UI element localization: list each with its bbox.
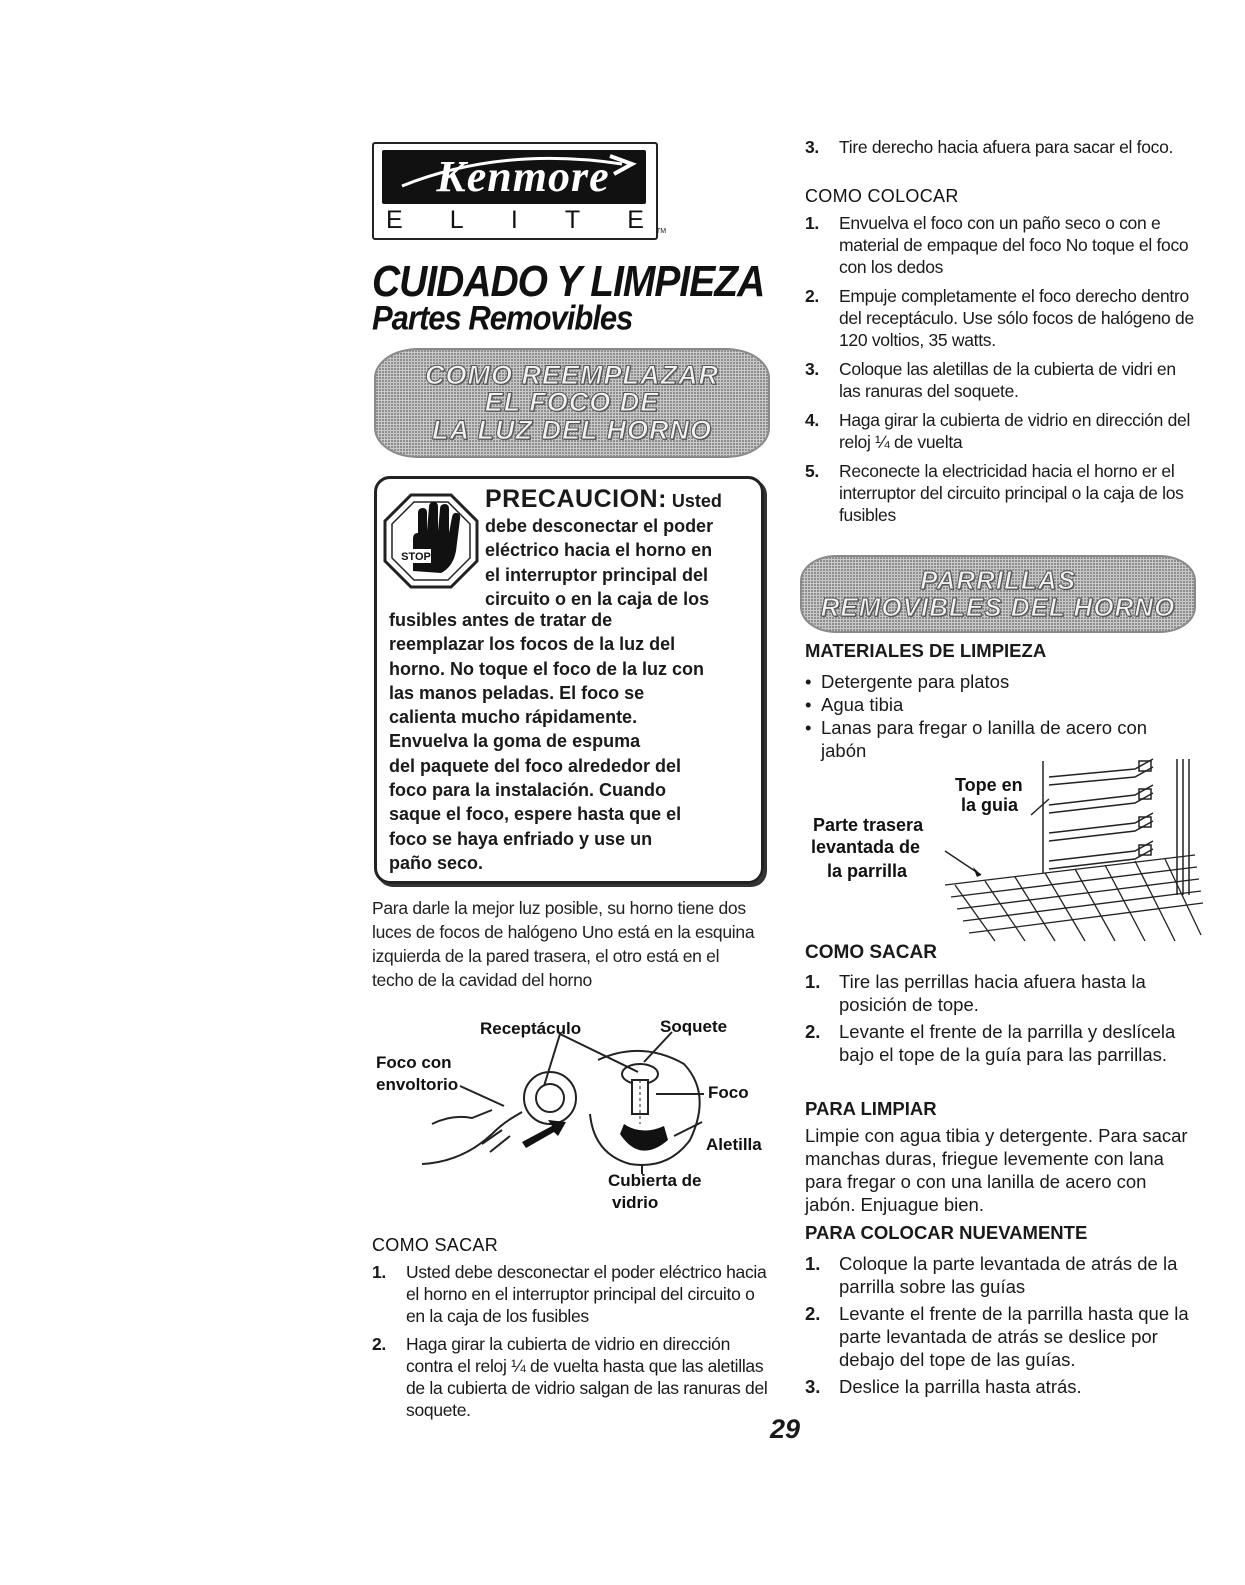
banner-line: EL FOCO DE: [484, 387, 660, 418]
materiales-heading: MATERIALES DE LIMPIEZA: [805, 640, 1047, 661]
caution-line: saque el foco, espere hasta que el: [389, 804, 682, 825]
list-item: • Agua tibia: [805, 693, 1195, 716]
step-text: Coloque las aletillas de la cubierta de vidri en las ranuras del soquete.: [839, 359, 1176, 401]
label-foco: Foco: [708, 1083, 749, 1102]
caution-line: del paquete del foco alrededor del: [389, 755, 682, 776]
logo-letter: E: [627, 206, 644, 234]
step-text: Deslice la parrilla hasta atrás.: [839, 1376, 1082, 1397]
step-text: Tire las perrillas hacia afuera hasta la posición de tope.: [839, 971, 1146, 1015]
list-item: [805, 1020, 1195, 1066]
right-top-step: [805, 136, 1185, 158]
page-number: 29: [770, 1414, 801, 1444]
section-banner-replace-light: [374, 348, 770, 458]
list-item: [805, 1252, 1200, 1298]
para-limpiar-heading: PARA LIMPIAR: [805, 1098, 937, 1119]
list-item: [805, 285, 1195, 351]
list-item: [805, 358, 1195, 402]
logo-brand-text: Kenmore: [436, 152, 610, 201]
rack-diagram: [805, 755, 1205, 955]
para-colocar-steps: [805, 1252, 1200, 1402]
logo-elite-letters: [386, 206, 644, 236]
logo-letter: E: [386, 206, 403, 234]
step-text: Levante el frente de la parrilla y deslícela bajo el tope de la guía para las parrillas.: [839, 1021, 1176, 1065]
caution-line: foco para la instalación. Cuando: [389, 780, 667, 801]
caution-heading: PRECAUCION:: [485, 485, 667, 513]
label-cubierta: Cubierta de: [608, 1171, 702, 1190]
step-number: 1.: [805, 1253, 821, 1274]
kenmore-elite-logo: [372, 142, 667, 240]
para-colocar-heading: PARA COLOCAR NUEVAMENTE: [805, 1222, 1088, 1243]
step-number: 3.: [805, 137, 819, 157]
label-receptaculo: Receptáculo: [480, 1019, 582, 1038]
list-item: [805, 1375, 1200, 1398]
caution-line: calienta mucho rápidamente.: [389, 707, 638, 728]
label-la-guia: la guia: [961, 795, 1019, 815]
step-number: 2.: [805, 1303, 821, 1324]
caution-line: foco se haya enfriado y use un: [389, 828, 653, 849]
list-item: • Lanas para fregar o lanilla de acero con jabón: [805, 716, 1195, 762]
step-text: Coloque la parte levantada de atrás de la parrilla sobre las guías: [839, 1253, 1178, 1297]
caution-line: fusibles antes de tratar de: [389, 610, 613, 630]
stop-hand-icon: [383, 493, 479, 589]
section-banner-racks: [800, 555, 1196, 633]
caution-heading-block: [485, 487, 755, 612]
list-item: [805, 460, 1195, 526]
caution-line: horno. No toque el foco de la luz con: [389, 658, 704, 679]
step-number: 2.: [372, 1334, 386, 1354]
caution-line: Envuelva la goma de espuma: [389, 731, 641, 752]
right-sacar-steps: [805, 970, 1195, 1070]
logo-letter: L: [449, 206, 464, 234]
caution-line: debe desconectar el poder: [485, 515, 714, 536]
step-number: 2.: [805, 1021, 821, 1042]
list-item: • Detergente para platos: [805, 670, 1195, 693]
logo-trademark: TM: [656, 228, 667, 235]
list-item: [372, 1261, 772, 1327]
como-colocar-steps: [805, 212, 1195, 526]
intro-paragraph: Para darle la mejor luz posible, su horno tiene dos luces de focos de halógeno Uno está en la esquina izquierda de la pared trasera, el otro está en el techo de la cavidad del horno: [372, 898, 755, 990]
list-item: [805, 136, 1185, 158]
label-envoltorio: envoltorio: [376, 1075, 459, 1094]
step-number: 5.: [805, 461, 819, 481]
caution-line: eléctrico hacia el horno en: [485, 540, 713, 560]
step-text: Reconecte la electricidad hacia el horno er el interruptor del circuito principal o la caja de los fusibles: [839, 461, 1184, 525]
step-text: Usted debe desconectar el poder eléctrico hacia el horno en el interruptor principal del circuito o en la caja de los fusibles: [406, 1262, 767, 1326]
label-tope-en: Tope en: [955, 775, 1023, 795]
caution-body: [389, 608, 755, 875]
bulb-diagram: [372, 1014, 802, 1224]
step-number: 1.: [805, 971, 821, 992]
step-number: 1.: [805, 213, 819, 233]
banner-line: PARRILLAS: [920, 565, 1076, 596]
step-text: Empuje completamente el foco derecho dentro del receptáculo. Use sólo focos de halógeno de 120 voltios, 35 watts.: [839, 286, 1194, 350]
list-item: [805, 409, 1195, 453]
step-number: 2.: [805, 286, 819, 306]
list-item: [805, 970, 1195, 1016]
label-aletilla: Aletilla: [706, 1135, 762, 1154]
step-text: Levante el frente de la parrilla hasta que la parte levantada de atrás se deslice por debajo del tope de las guías.: [839, 1303, 1189, 1370]
label-vidrio: vidrio: [612, 1193, 659, 1212]
para-limpiar-text: Limpie con agua tibia y detergente. Para sacar manchas duras, friegue levemente con lana para fregar o con una lanilla de acero con jabón. Enjuague bien.: [805, 1125, 1188, 1215]
step-number: 4.: [805, 410, 819, 430]
caution-lead-word: Usted: [671, 491, 722, 511]
bulb-illustration: [372, 1014, 802, 1224]
list-item: [372, 1333, 772, 1421]
label-foco-con: Foco con: [376, 1053, 452, 1072]
caution-line: circuito o en la caja de los: [485, 589, 710, 609]
step-text: Haga girar la cubierta de vidrio en dirección contra el reloj ¼ de vuelta hasta que las aletillas de la cubierta de vidrio salgan de las ranuras del soquete.: [406, 1334, 768, 1420]
caution-line: las manos peladas. El foco se: [389, 682, 645, 703]
banner-line: REMOVIBLES DEL HORNO: [820, 592, 1176, 622]
como-colocar-heading: COMO COLOCAR: [805, 186, 959, 206]
right-sacar-heading: COMO SACAR: [805, 942, 937, 963]
step-number: 3.: [805, 1376, 821, 1397]
step-text: Haga girar la cubierta de vidrio en dirección del reloj ¼ de vuelta: [839, 410, 1191, 452]
left-sacar-heading: COMO SACAR: [372, 1235, 499, 1255]
caution-box: [374, 476, 764, 884]
materiales-list: [805, 670, 1195, 762]
label-la-parrilla: la parrilla: [827, 861, 908, 881]
list-item: [805, 212, 1195, 278]
logo-letter: T: [564, 206, 581, 234]
caution-line: reemplazar los focos de la luz del: [389, 634, 676, 655]
label-levantada-de: levantada de: [811, 837, 921, 857]
step-number: 1.: [372, 1262, 386, 1282]
page-subtitle: Partes Removibles: [372, 298, 633, 338]
caution-line: paño seco.: [389, 852, 484, 873]
left-sacar-steps: [372, 1261, 772, 1421]
stop-icon-text: STOP: [401, 551, 431, 563]
banner-line: LA LUZ DEL HORNO: [432, 414, 712, 445]
caution-line: el interruptor principal del: [485, 564, 709, 585]
list-item: [805, 1302, 1200, 1371]
banner-line: COMO REEMPLAZAR: [425, 359, 719, 390]
page-title: CUIDADO Y LIMPIEZA: [372, 258, 765, 307]
label-parte-trasera: Parte trasera: [813, 815, 924, 835]
label-soquete: Soquete: [660, 1017, 728, 1036]
logo-letter: I: [510, 206, 518, 234]
step-text: Envuelva el foco con un paño seco o con e material de empaque del foco No toque el foco con los dedos: [839, 213, 1189, 277]
step-text: Tire derecho hacia afuera para sacar el foco.: [839, 137, 1174, 157]
step-number: 3.: [805, 359, 819, 379]
